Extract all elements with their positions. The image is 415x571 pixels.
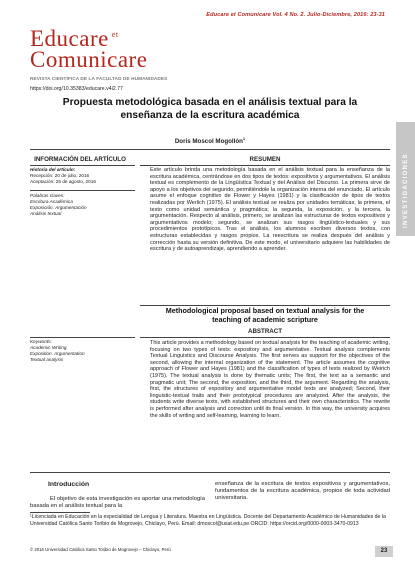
- english-title-line2: teaching of academic scripture: [212, 315, 318, 324]
- resumen-header: RESUMEN: [249, 156, 281, 163]
- article-title-line1: Propuesta metodológica basada en el análisis textual para la: [62, 97, 358, 108]
- resumen-header-rule: [140, 165, 390, 166]
- footnote-rule: [30, 512, 90, 513]
- author-footnote-mark: 1: [242, 136, 246, 141]
- article-history: [30, 167, 135, 185]
- history-label: Historia del artículo:: [30, 167, 76, 172]
- keywords-en-label: Keywords:: [30, 339, 52, 344]
- logo-word-educare: Educare: [30, 26, 109, 51]
- copyright-notice: © 2016 Universidad Católica Santo Toribio de Mogrovejo – Chiclayo, Perú: [30, 547, 171, 552]
- journal-logo-line2: Comunicare: [30, 47, 148, 72]
- abstract-header: ABSTRACT: [247, 328, 283, 335]
- journal-subtitle: REVISTA CIENTÍFICA DE LA FACULTAD DE HUMANIDADES: [30, 76, 168, 81]
- keywords-es: [30, 193, 135, 217]
- table-bottom-rule: [30, 472, 390, 473]
- resumen-text: Este artículo brinda una metodología basada en el análisis textual para la enseñanza de la escritura académica, centrándose en dos tipos de textos: expositivos y argumentativos. El análisis textual es complemento de la Lingüística Textual y del Análisis del Discurso. La primera sirve de apoyo a los objetivos del segundo, permitiéndole la organización interna del enunciado. El artículo asume el enfoque cognitivo de Flower y Hayes (1981) y la clasificación de tipos de textos realizadas por Werlich (1975). El análisis textual se realiza por unidades temáticas; la primera, el texto como unidad semántica y pragmática; la segunda, la exposición, y la tercera, la argumentación. Respecto al análisis, primero, se analizan las estructuras de textos expositivos y argumentativos modelo; segundo, se analizan sus rasgos lingüístico-textuales y sus procedimientos prototípicos. Tras el análisis, los alumnos escriben diversos textos, con estructuras establecidas y rasgos propios. La reescritura se realiza después del análisis y corrección hasta su versión definitiva. De este modo, el universitario adquiere las habilidades de escritura y de autoaprendizaje, aprendiendo a aprender.: [150, 167, 390, 253]
- author-footnote: ¹Licenciada en Educación en la especialidad de Lengua y Literatura. Maestra en Lingüística. Docente del Departamento Académico de Humanidades de la Universidad Católica Santo Toribio de Mogrovejo, Chiclayo, Perú. Email: dmoscol@usat.edu.pe ORCID: https://orcid.org/0000-0003-3470-0913: [30, 514, 386, 527]
- abstract-text: This article provides a methodology based on textual analysis for the teaching of academic writing, focusing on two types of texts: expository and argumentative. Textual analysis complements Textual Linguistics and Discourse Analysis. The first serves as support for the objectives of the second, allowing the internal organization of the statement. The article assumes the cognitive approach of Flower and Hayes (1981) and the classification of types of texts realized by Weirich (1975). The textual analysis is done by thematic units; The first, the text as a semantic and pragmatic unit; The second, the exposition, and the third, the argument. Regarding the analysis, first, the structures of expository and argumentative model texts are analyzed; Second, their linguistic-textual traits and their prototypical procedures are analyzed. After the analysis, the students write diverse texts, with established structures and their own characteristics. The rewrite is performed after analysis and correction until its final version. In this way, the university acquires the skills of writing and self-learning, learning to learn.: [150, 340, 390, 419]
- page-number: 23: [375, 546, 393, 557]
- keyword-en-item: Exposition. Argumentation: [30, 351, 85, 356]
- keywords-en: [30, 339, 135, 363]
- keywords-en-rule: [30, 337, 135, 338]
- body-column-2: enseñanza de la escritura de textos expositivos y argumentativos, fundamentos de la escritura académica, propios de toda actividad universitaria.: [215, 481, 390, 501]
- keyword-en-item: Academic Writing: [30, 345, 67, 350]
- section-sidebar-label: INVESTIGACIONES: [403, 153, 409, 228]
- keyword-es-item: Escritura Académica: [30, 199, 73, 204]
- author-name: [30, 136, 390, 145]
- info-header-rule: [30, 165, 135, 166]
- section-title-introduccion: Introducción: [48, 481, 90, 488]
- body-column-1: El objetivo de esta investigación es aportar una metodología basada en el análisis textual para la: [30, 496, 206, 509]
- accepted-date: Aceptación: 25 de agosto, 2016: [30, 179, 96, 184]
- doi-link[interactable]: https://doi.org/10.35383/educare.v4i2.77: [30, 86, 123, 92]
- article-title: [30, 96, 390, 122]
- history-rule: [30, 190, 135, 191]
- keyword-es-item: Análisis textual: [30, 211, 62, 216]
- keyword-es-item: Exposición. Argumentación: [30, 205, 87, 210]
- info-header: INFORMACIÓN DEL ARTÍCULO: [34, 156, 126, 163]
- english-title: [140, 306, 390, 324]
- table-top-rule: [30, 149, 390, 150]
- article-title-line2: enseñanza de la escritura académica: [120, 110, 300, 121]
- english-title-line1: Methodological proposal based on textual analysis for the: [165, 306, 365, 315]
- logo-word-et: et: [111, 30, 119, 39]
- keyword-en-item: Textual analysis: [30, 357, 64, 362]
- received-date: Recepción: 20 de julio, 2016: [30, 173, 90, 178]
- running-head: Educare et Comunicare Vol. 4 No. 2. Julio-Diciembre, 2016: 23-31: [206, 12, 385, 18]
- abstract-header-rule: [140, 337, 390, 338]
- keywords-es-label: Palabras claves:: [30, 193, 65, 198]
- author-name-text: Doris Moscol Mogollón: [174, 138, 243, 146]
